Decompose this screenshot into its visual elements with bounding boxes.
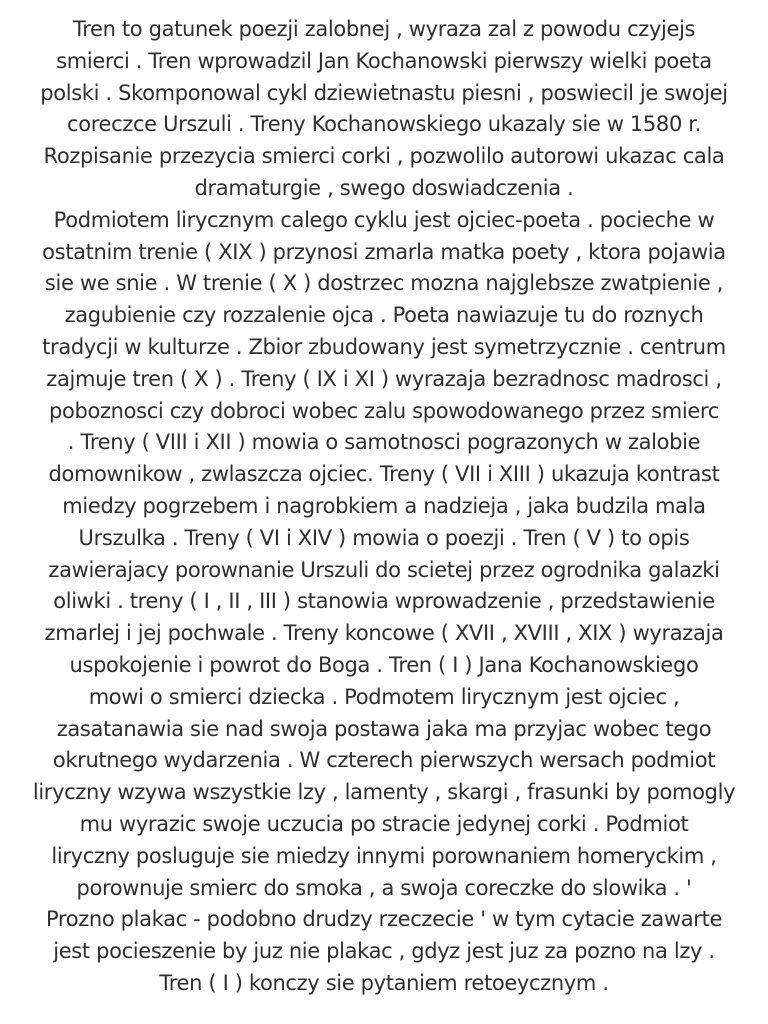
text-line: zasatanawia sie nad swoja postawa jaka ma przyjac wobec tego (56, 716, 712, 741)
text-line: Prozno plakac - podobno drudzy rzeczecie ' w tym cytacie zawarte (45, 907, 723, 932)
text-line: Podmiotem lirycznym calego cyklu jest ojciec-poeta . pocieche w (53, 207, 715, 232)
text-line: poboznosci czy dobroci wobec zalu spowodowanego przez smierc (49, 398, 719, 423)
text-line: zmarlej i jej pochwale . Treny koncowe ( XVII , XVIII , XIX ) wyrazaja (44, 621, 724, 646)
text-line: liryczny wzywa wszystkie lzy , lamenty , skargi , frasunki by pomogly (32, 780, 736, 805)
text-line: miedzy pogrzebem i nagrobkiem a nadzieja , jaka budzila mala (62, 493, 706, 518)
text-line: ostatnim trenie ( XIX ) przynosi zmarla matka poety , ktora pojawia (42, 239, 726, 264)
text-line: Tren to gatunek poezji zalobnej , wyraza zal z powodu czyjejs (72, 17, 696, 41)
text-line: Rozpisanie przezycia smierci corki , pozwolilo autorowi ukazac cala (43, 144, 725, 169)
text-line: jest pocieszenie by juz nie plakac , gdyz jest juz za pozno na lzy . (53, 939, 715, 964)
text-line: liryczny posluguje sie miedzy innymi porownaniem homeryckim , (51, 843, 717, 868)
text-line: Tren ( I ) konczy sie pytaniem retoeycznym . (159, 970, 609, 995)
text-line: coreczce Urszuli . Treny Kochanowskiego ukazaly sie w 1580 r. (67, 112, 701, 137)
text-line: dramaturgie , swego doswiadczenia . (194, 175, 574, 200)
text-line: zajmuje tren ( X ) . Treny ( IX i XI ) wyrazaja bezradnosc madrosci , (46, 366, 722, 391)
text-line: smierci . Tren wprowadzil Jan Kochanowski pierwszy wielki poeta (56, 48, 712, 73)
text-line: zagubienie czy rozzalenie ojca . Poeta nawiazuje tu do roznych (64, 303, 704, 328)
text-line: uspokojenie i powrot do Boga . Tren ( I ) Jana Kochanowskiego (69, 652, 699, 677)
text-line: oliwki . treny ( I , II , III ) stanowia wprowadzenie , przedstawienie (53, 589, 715, 614)
text-line: mu wyrazic swoje uczucia po stracie jedynej corki . Podmiot (79, 811, 689, 836)
text-line: okrutnego wydarzenia . W czterech pierwszych wersach podmiot (52, 748, 716, 773)
text-line: mowi o smierci dziecka . Podmotem lirycznym jest ojciec , (88, 684, 680, 709)
text-line: domownikow , zwlaszcza ojciec. Treny ( VII i XIII ) ukazuja kontrast (48, 462, 720, 487)
text-line: tradycji w kulturze . Zbior zbudowany jest symetrzycznie . centrum (42, 334, 726, 359)
text-line: zawierajacy porownanie Urszuli do scietej przez ogrodnika galazki (48, 557, 720, 582)
text-line: . Treny ( VIII i XII ) mowia o samotnosci pograzonych w zalobie (67, 430, 701, 455)
text-line: sie we snie . W trenie ( X ) dostrzec mozna najglebsze zwatpienie , (44, 271, 724, 296)
text-document (0, 14, 768, 1000)
text-line: polski . Skomponowal cykl dziewietnastu piesni , poswiecil je swojej (40, 80, 728, 105)
text-line: porownuje smierc do smoka , a swoja coreczke do slowika . ' (76, 875, 692, 900)
text-line: Urszulka . Treny ( VI i XIV ) mowia o poezji . Tren ( V ) to opis (78, 525, 690, 550)
